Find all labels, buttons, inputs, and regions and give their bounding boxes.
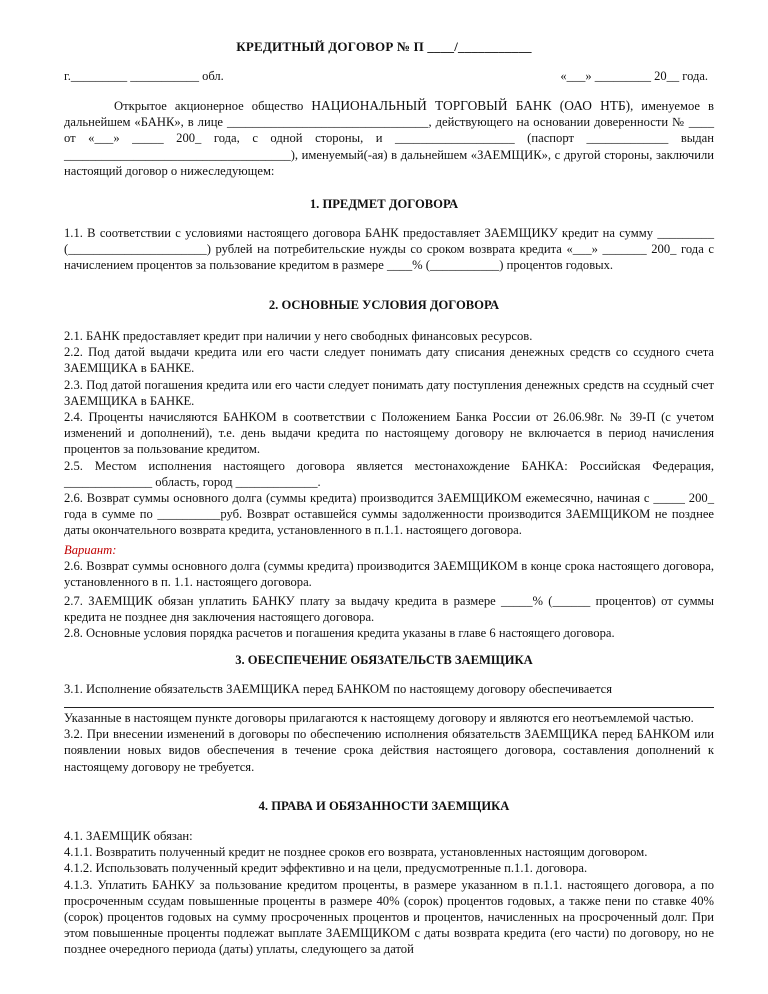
- bank-name: НАЦИОНАЛЬНЫЙ ТОРГОВЫЙ БАНК (ОАО НТБ): [311, 98, 631, 113]
- preamble-part2: , именуемое в дальнейшем «БАНК», в лице ________________________________, действующего на основании доверенности № ____ от «___» _____ 200_ года, с одной стороны, и ___________________ (паспорт _____________ выдан ____________________________________), именуемый(-ая) в дальнейшем «ЗАЕМЩИК», с другой стороны, заключили настоящий договор о нижеследующем:: [64, 99, 714, 178]
- clause-4-1-3: 4.1.3. Уплатить БАНКУ за пользование кредитом проценты, в размере указанном в п.1.1. настоящего договора, а по просроченным ссудам повышенные проценты в размере 40% (сорок) процентов годовых, а также пени по ставке 40% (сорок) процентов годовых на сумму просроченных процентов и процентов, начисленных на просроченный долг. При этом повышенные проценты подлежат выплате ЗАЕМЩИКОМ с даты возврата кредита (его части) по договору, но не позднее очередного периода (даты) уплаты, следующего за датой: [64, 877, 714, 957]
- section-3-heading: 3. ОБЕСПЕЧЕНИЕ ОБЯЗАТЕЛЬСТВ ЗАЕМЩИКА: [235, 653, 533, 667]
- clause-2-8: 2.8. Основные условия порядка расчетов и погашения кредита указаны в главе 6 настоящего договора.: [64, 626, 615, 641]
- section-1-heading: 1. ПРЕДМЕТ ДОГОВОРА: [309, 197, 459, 211]
- document-title: КРЕДИТНЫЙ ДОГОВОР № П ____/___________: [236, 39, 532, 54]
- clause-2-5: 2.5. Местом исполнения настоящего договора является местонахождение БАНКА: Российская Федерация, ______________ область, город _____________.: [64, 458, 714, 489]
- clause-4-1: 4.1. ЗАЕМЩИК обязан:: [64, 829, 193, 843]
- date-line: «___» _________ 20__ года.: [560, 69, 708, 83]
- clause-4-1-2: 4.1.2. Использовать полученный кредит эффективно и на цели, предусмотренные п.1.1. договора.: [64, 861, 588, 876]
- section-2-heading: 2. ОСНОВНЫЕ УСЛОВИЯ ДОГОВОРА: [268, 298, 500, 312]
- section-2-tail: [64, 593, 714, 642]
- clause-2-2: 2.2. Под датой выдачи кредита или его части следует понимать дату списания денежных средств со ссудного счета ЗАЕМЩИКА в БАНКЕ.: [64, 345, 714, 376]
- clause-3-2: 3.2. При внесении изменений в договоры по обеспечению исполнения обязательств ЗАЕМЩИКА перед БАНКОМ или появлении новых видов обеспечения в течение срока действия настоящего договора, составления дополнений к настоящему договору не требуется.: [64, 727, 714, 774]
- clause-3-1: 3.1. Исполнение обязательств ЗАЕМЩИКА перед БАНКОМ по настоящему договору обеспечивается: [64, 682, 612, 696]
- section-1-body: [64, 225, 714, 274]
- preamble-part1: Открытое акционерное общество: [114, 99, 312, 113]
- clause-2-6: 2.6. Возврат суммы основного долга (суммы кредита) производится ЗАЕМЩИКОМ ежемесячно, начиная с _____ 200_ года в сумме по __________руб. Возврат оставшейся суммы задолженности производится ЗАЕМЩИКОМ не позднее даты окончательного возврата кредита, установленного в п.1.1. настоящего договора.: [64, 491, 714, 538]
- clause-2-6-variant: 2.6. Возврат суммы основного долга (суммы кредита) производится ЗАЕМЩИКОМ в конце срока настоящего договора, установленного в п. 1.1. настоящего договора.: [64, 559, 714, 590]
- clause-2-4: 2.4. Проценты начисляются БАНКОМ в соответствии с Положением Банка России от 26.06.98г. № 39-П (с учетом изменений и дополнений), т.е. день выдачи кредита по настоящему договору не включается в период начисления процентов за пользование кредитом.: [64, 410, 714, 457]
- section-4-body: [64, 828, 714, 958]
- clause-3-1-note: Указанные в настоящем пункте договоры прилагаются к настоящему договору и являются его неотъемлемой частью.: [64, 711, 694, 725]
- clause-2-1: 2.1. БАНК предоставляет кредит при наличии у него свободных финансовых ресурсов.: [64, 329, 533, 343]
- variant-label: Вариант:: [64, 543, 117, 557]
- section-2-body: [64, 328, 714, 539]
- preamble: [64, 98, 714, 179]
- section-4-heading: 4. ПРАВА И ОБЯЗАННОСТИ ЗАЕМЩИКА: [258, 799, 510, 813]
- blank-line: [64, 707, 714, 708]
- clause-2-3: 2.3. Под датой погашения кредита или его части следует понимать дату поступления денежных средств на ссудный счет ЗАЕМЩИКА в БАНКЕ.: [64, 377, 714, 408]
- section-3-body-2: [64, 710, 714, 775]
- clause-4-1-1: 4.1.1. Возвратить полученный кредит не позднее сроков его возврата, установленных настоящим договором.: [64, 845, 648, 860]
- variant-block: [64, 542, 714, 591]
- clause-2-7: 2.7. ЗАЕМЩИК обязан уплатить БАНКУ плату за выдачу кредита в размере _____% (______ процентов) от суммы кредита не позднее дня заключения настоящего договора.: [64, 594, 714, 625]
- clause-1-1: 1.1. В соответствии с условиями настоящего договора БАНК предоставляет ЗАЕМЩИКУ кредит на сумму _________ (______________________) рублей на потребительские нужды со сроком возврата кредита «___» _______ 200_ года с начислением процентов за пользование кредитом в размере ____% (___________) процентов годовых.: [64, 226, 714, 273]
- city-line: г._________ ___________ обл.: [64, 69, 224, 83]
- section-3-body: [64, 681, 714, 697]
